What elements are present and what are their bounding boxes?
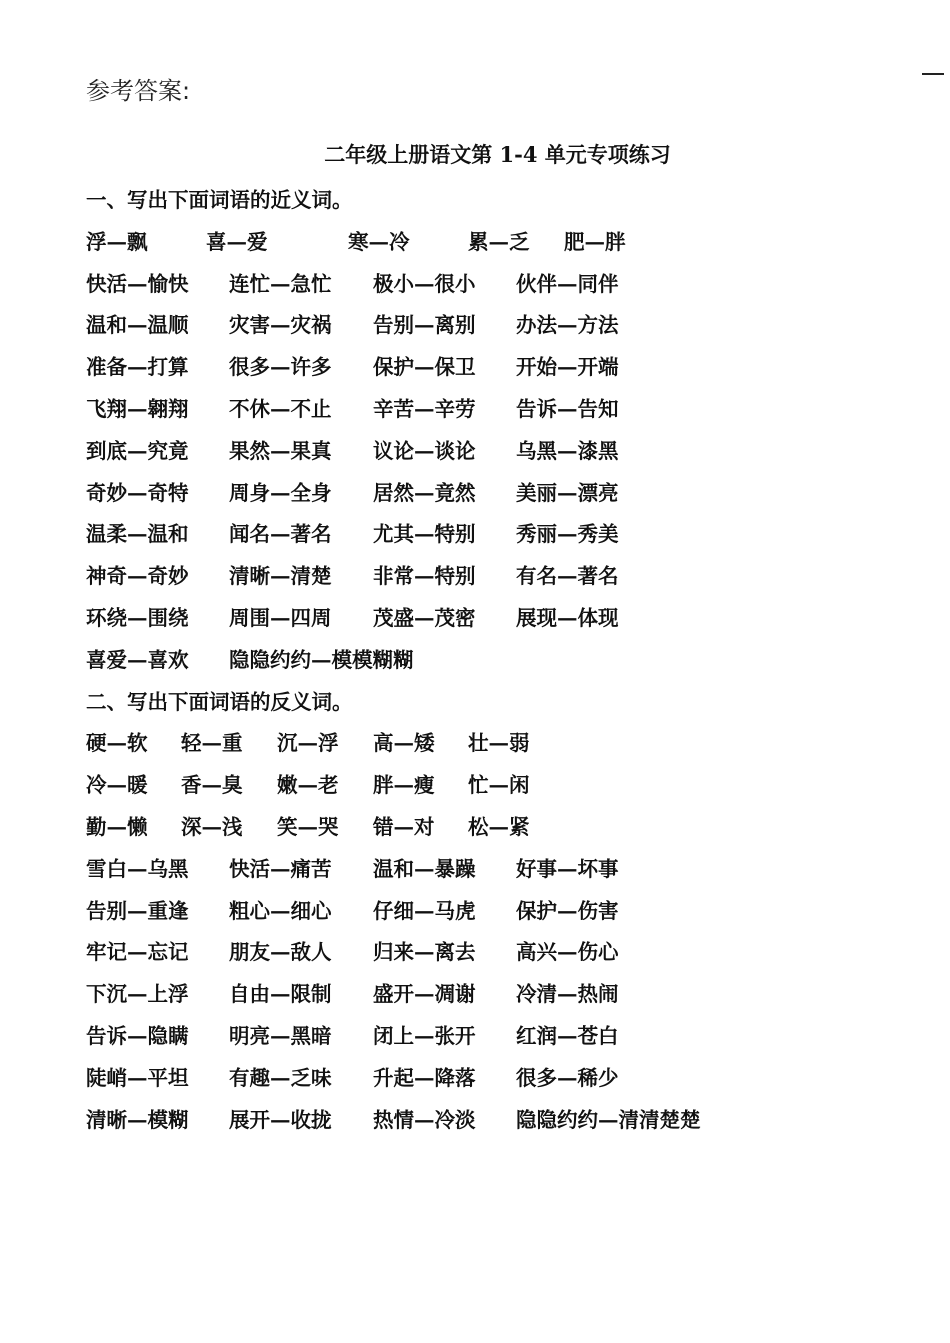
word-pair: 开始—开端 xyxy=(516,355,619,380)
word-pair: 保护—伤害 xyxy=(516,898,619,923)
word-pair: 保护—保卫 xyxy=(373,355,476,380)
word-pair: 辛苦—辛劳 xyxy=(373,396,476,421)
word-pair: 盛开—凋谢 xyxy=(373,982,476,1007)
synonym-row xyxy=(86,264,926,306)
synonym-row xyxy=(86,347,926,389)
synonym-row xyxy=(86,556,926,598)
word-pair: 温柔—温和 xyxy=(86,522,189,547)
word-pair: 隐隐约约—模模糊糊 xyxy=(229,647,414,672)
word-pair: 乌黑—漆黑 xyxy=(516,438,619,463)
word-pair: 极小—很小 xyxy=(373,271,476,296)
synonym-row xyxy=(86,389,926,431)
word-pair: 隐隐约约—清清楚楚 xyxy=(516,1107,701,1132)
word-pair: 告诉—告知 xyxy=(516,396,619,421)
word-pair: 深—浅 xyxy=(181,814,243,839)
word-pair: 明亮—黑暗 xyxy=(229,1023,332,1048)
word-pair: 美丽—漂亮 xyxy=(516,480,619,505)
corner-dash-mark xyxy=(922,73,944,75)
word-pair: 温和—暴躁 xyxy=(373,856,476,881)
word-pair: 仔细—马虎 xyxy=(373,898,476,923)
word-pair: 归来—离去 xyxy=(373,940,476,965)
answer-content xyxy=(86,180,926,1141)
word-pair: 告诉—隐瞒 xyxy=(86,1023,189,1048)
word-pair: 办法—方法 xyxy=(516,313,619,338)
word-pair: 环绕—围绕 xyxy=(86,605,189,630)
word-pair: 飞翔—翱翔 xyxy=(86,396,189,421)
word-pair: 快活—愉快 xyxy=(86,271,189,296)
synonym-row xyxy=(86,305,926,347)
antonym-row xyxy=(86,765,926,807)
synonym-row xyxy=(86,640,926,682)
word-pair: 高—矮 xyxy=(373,731,435,756)
word-pair: 展开—收拢 xyxy=(229,1107,332,1132)
word-pair: 告别—离别 xyxy=(373,313,476,338)
word-pair: 错—对 xyxy=(373,814,435,839)
word-pair: 有名—著名 xyxy=(516,564,619,589)
synonym-row xyxy=(86,514,926,556)
synonyms-section-heading: 一、写出下面词语的近义词。 xyxy=(86,188,353,212)
word-pair: 朋友—敌人 xyxy=(229,940,332,965)
word-pair: 浮—飘 xyxy=(86,229,148,254)
word-pair: 到底—究竟 xyxy=(86,438,189,463)
page-heading: 参考答案: xyxy=(86,77,191,105)
word-pair: 奇妙—奇特 xyxy=(86,480,189,505)
word-pair: 喜爱—喜欢 xyxy=(86,647,189,672)
word-pair: 闭上—张开 xyxy=(373,1023,476,1048)
word-pair: 周围—四周 xyxy=(229,605,332,630)
word-pair: 粗心—细心 xyxy=(229,898,332,923)
word-pair: 议论—谈论 xyxy=(373,438,476,463)
word-pair: 热情—冷淡 xyxy=(373,1107,476,1132)
word-pair: 果然—果真 xyxy=(229,438,332,463)
word-pair: 秀丽—秀美 xyxy=(516,522,619,547)
word-pair: 胖—瘦 xyxy=(373,773,435,798)
word-pair: 寒—冷 xyxy=(348,229,410,254)
word-pair: 清晰—清楚 xyxy=(229,564,332,589)
antonym-row xyxy=(86,1100,926,1142)
word-pair: 连忙—急忙 xyxy=(229,271,332,296)
word-pair: 伙伴—同伴 xyxy=(516,271,619,296)
word-pair: 雪白—乌黑 xyxy=(86,856,189,881)
word-pair: 陡峭—平坦 xyxy=(86,1065,189,1090)
word-pair: 冷清—热闹 xyxy=(516,982,619,1007)
word-pair: 展现—体现 xyxy=(516,605,619,630)
synonym-row xyxy=(86,473,926,515)
word-pair: 累—乏 xyxy=(468,229,530,254)
word-pair: 居然—竟然 xyxy=(373,480,476,505)
word-pair: 沉—浮 xyxy=(277,731,339,756)
word-pair: 非常—特别 xyxy=(373,564,476,589)
word-pair: 硬—软 xyxy=(86,731,148,756)
antonym-row xyxy=(86,1058,926,1100)
word-pair: 灾害—灾祸 xyxy=(229,313,332,338)
word-pair: 尤其—特别 xyxy=(373,522,476,547)
word-pair: 松—紧 xyxy=(468,814,530,839)
antonym-row xyxy=(86,932,926,974)
synonym-row xyxy=(86,431,926,473)
synonym-row xyxy=(86,222,926,264)
word-pair: 香—臭 xyxy=(181,773,243,798)
word-pair: 嫩—老 xyxy=(277,773,339,798)
word-pair: 牢记—忘记 xyxy=(86,940,189,965)
word-pair: 不休—不止 xyxy=(229,396,332,421)
word-pair: 忙—闲 xyxy=(468,773,530,798)
word-pair: 轻—重 xyxy=(181,731,243,756)
word-pair: 闻名—著名 xyxy=(229,522,332,547)
word-pair: 周身—全身 xyxy=(229,480,332,505)
word-pair: 很多—稀少 xyxy=(516,1065,619,1090)
word-pair: 喜—爱 xyxy=(206,229,268,254)
word-pair: 快活—痛苦 xyxy=(229,856,332,881)
word-pair: 升起—降落 xyxy=(373,1065,476,1090)
word-pair: 自由—限制 xyxy=(229,982,332,1007)
antonym-row xyxy=(86,891,926,933)
word-pair: 温和—温顺 xyxy=(86,313,189,338)
word-pair: 勤—懒 xyxy=(86,814,148,839)
word-pair: 高兴—伤心 xyxy=(516,940,619,965)
word-pair: 红润—苍白 xyxy=(516,1023,619,1048)
word-pair: 清晰—模糊 xyxy=(86,1107,189,1132)
word-pair: 准备—打算 xyxy=(86,355,189,380)
word-pair: 壮—弱 xyxy=(468,731,530,756)
word-pair: 冷—暖 xyxy=(86,773,148,798)
word-pair: 笑—哭 xyxy=(277,814,339,839)
antonym-row xyxy=(86,1016,926,1058)
word-pair: 神奇—奇妙 xyxy=(86,564,189,589)
word-pair: 茂盛—茂密 xyxy=(373,605,476,630)
word-pair: 告别—重逢 xyxy=(86,898,189,923)
synonym-row xyxy=(86,598,926,640)
antonyms-section-heading: 二、写出下面词语的反义词。 xyxy=(86,689,353,714)
word-pair: 很多—许多 xyxy=(229,355,332,380)
antonym-row xyxy=(86,849,926,891)
antonym-row xyxy=(86,807,926,849)
antonym-row xyxy=(86,723,926,765)
word-pair: 好事—坏事 xyxy=(516,856,619,881)
word-pair: 有趣—乏味 xyxy=(229,1065,332,1090)
antonym-row xyxy=(86,974,926,1016)
document-title: 二年级上册语文第 1-4 单元专项练习 xyxy=(324,142,671,167)
word-pair: 肥—胖 xyxy=(564,229,626,254)
word-pair: 下沉—上浮 xyxy=(86,982,189,1007)
